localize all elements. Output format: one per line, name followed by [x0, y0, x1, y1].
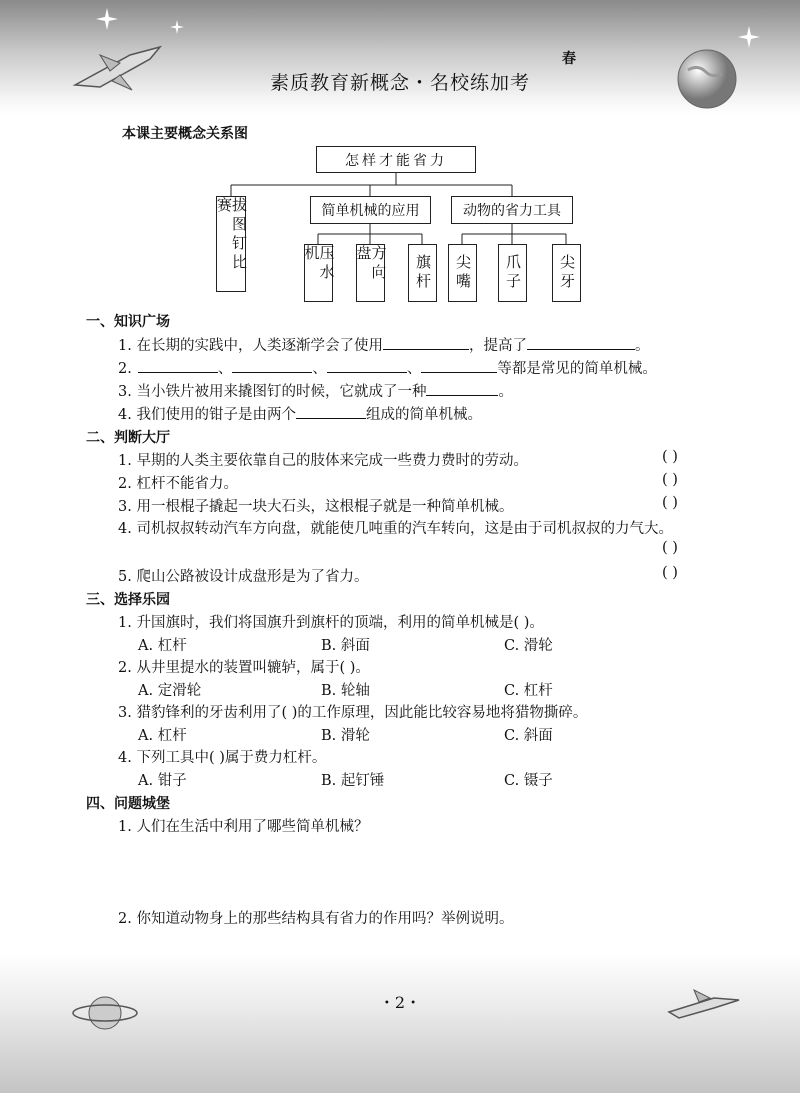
choice-option-c[interactable]: C. 镊子 [504, 773, 553, 789]
choice-option-c[interactable]: C. 斜面 [504, 728, 553, 744]
section-title-choice: 三、选择乐园 [86, 592, 170, 608]
answer-paren[interactable]: ( ) [662, 472, 678, 488]
answer-paren[interactable]: ( ) [662, 565, 678, 581]
concept-right-child: 爪子 [498, 244, 527, 302]
concept-map-title: 本课主要概念关系图 [122, 126, 248, 142]
section-title-questions: 四、问题城堡 [86, 796, 170, 812]
choice-option-a[interactable]: A. 钳子 [138, 773, 187, 789]
judgement-item: 1. 早期的人类主要依靠自己的肢体来完成一些费力费时的劳动。 [118, 453, 528, 469]
answer-blank[interactable] [296, 404, 366, 419]
answer-paren[interactable]: ( ) [662, 540, 678, 556]
judgement-item: 3. 用一根棍子撬起一块大石头，这根棍子就是一种简单机械。 [118, 499, 514, 515]
season-label: 春 [562, 51, 576, 67]
answer-blank[interactable] [232, 358, 312, 373]
page-number: ・2・ [378, 993, 422, 1012]
choice-question: 3. 猎豹锋利的牙齿利用了( )的工作原理，因此能比较容易地将猎物撕碎。 [118, 705, 588, 721]
answer-blank[interactable] [138, 358, 218, 373]
open-question: 2. 你知道动物身上的那些结构具有省力的作用吗？举例说明。 [118, 911, 514, 927]
answer-blank[interactable] [327, 358, 407, 373]
choice-option-b[interactable]: B. 轮轴 [321, 683, 370, 699]
judgement-item: 5. 爬山公路被设计成盘形是为了省力。 [118, 569, 369, 585]
concept-left: 拔图钉比赛 [216, 196, 246, 292]
open-question: 1. 人们在生活中利用了哪些简单机械？ [118, 819, 369, 835]
concept-mid-child: 旗杆 [408, 244, 437, 302]
choice-option-b[interactable]: B. 起钉锤 [321, 773, 385, 789]
choice-option-c[interactable]: C. 杠杆 [504, 683, 553, 699]
answer-blank[interactable] [421, 358, 497, 373]
question-line: 4. 我们使用的钳子是由两个 组成的简单机械。 [118, 403, 482, 424]
choice-option-a[interactable]: A. 定滑轮 [138, 683, 202, 699]
concept-root: 怎样才能省力 [316, 146, 476, 173]
choice-question: 2. 从井里提水的装置叫辘轳，属于( )。 [118, 660, 370, 676]
answer-blank[interactable] [426, 381, 498, 396]
question-line: 3. 当小铁片被用来撬图钉的时候，它就成了一种 。 [118, 380, 513, 401]
concept-right-child: 尖牙 [552, 244, 581, 302]
question-line: 2. 、 、 、 等都是常见的简单机械。 [118, 357, 657, 378]
choice-option-a[interactable]: A. 杠杆 [138, 638, 187, 654]
answer-blank[interactable] [527, 335, 635, 350]
choice-option-c[interactable]: C. 滑轮 [504, 638, 553, 654]
choice-option-b[interactable]: B. 斜面 [321, 638, 370, 654]
answer-paren[interactable]: ( ) [662, 495, 678, 511]
judgement-item: 4. 司机叔叔转动汽车方向盘，就能使几吨重的汽车转向，这是由于司机叔叔的力气大。 [118, 521, 673, 537]
judgement-item: 2. 杠杆不能省力。 [118, 476, 238, 492]
section-title-judgement: 二、判断大厅 [86, 430, 170, 446]
choice-question: 4. 下列工具中( )属于费力杠杆。 [118, 750, 327, 766]
section-title-knowledge: 一、知识广场 [86, 314, 170, 330]
choice-option-b[interactable]: B. 滑轮 [321, 728, 370, 744]
concept-right: 动物的省力工具 [451, 196, 573, 224]
answer-blank[interactable] [383, 335, 469, 350]
concept-mid-child: 压水机 [304, 244, 333, 302]
choice-option-a[interactable]: A. 杠杆 [138, 728, 187, 744]
choice-question: 1. 升国旗时，我们将国旗升到旗杆的顶端，利用的简单机械是( )。 [118, 615, 544, 631]
concept-right-child: 尖嘴 [448, 244, 477, 302]
header-title: 素质教育新概念・名校练加考 [269, 72, 530, 94]
answer-paren[interactable]: ( ) [662, 449, 678, 465]
question-line: 1. 在长期的实践中，人类逐渐学会了使用 ，提高了 。 [118, 334, 649, 355]
concept-mid: 简单机械的应用 [310, 196, 431, 224]
concept-mid-child: 方向盘 [356, 244, 385, 302]
